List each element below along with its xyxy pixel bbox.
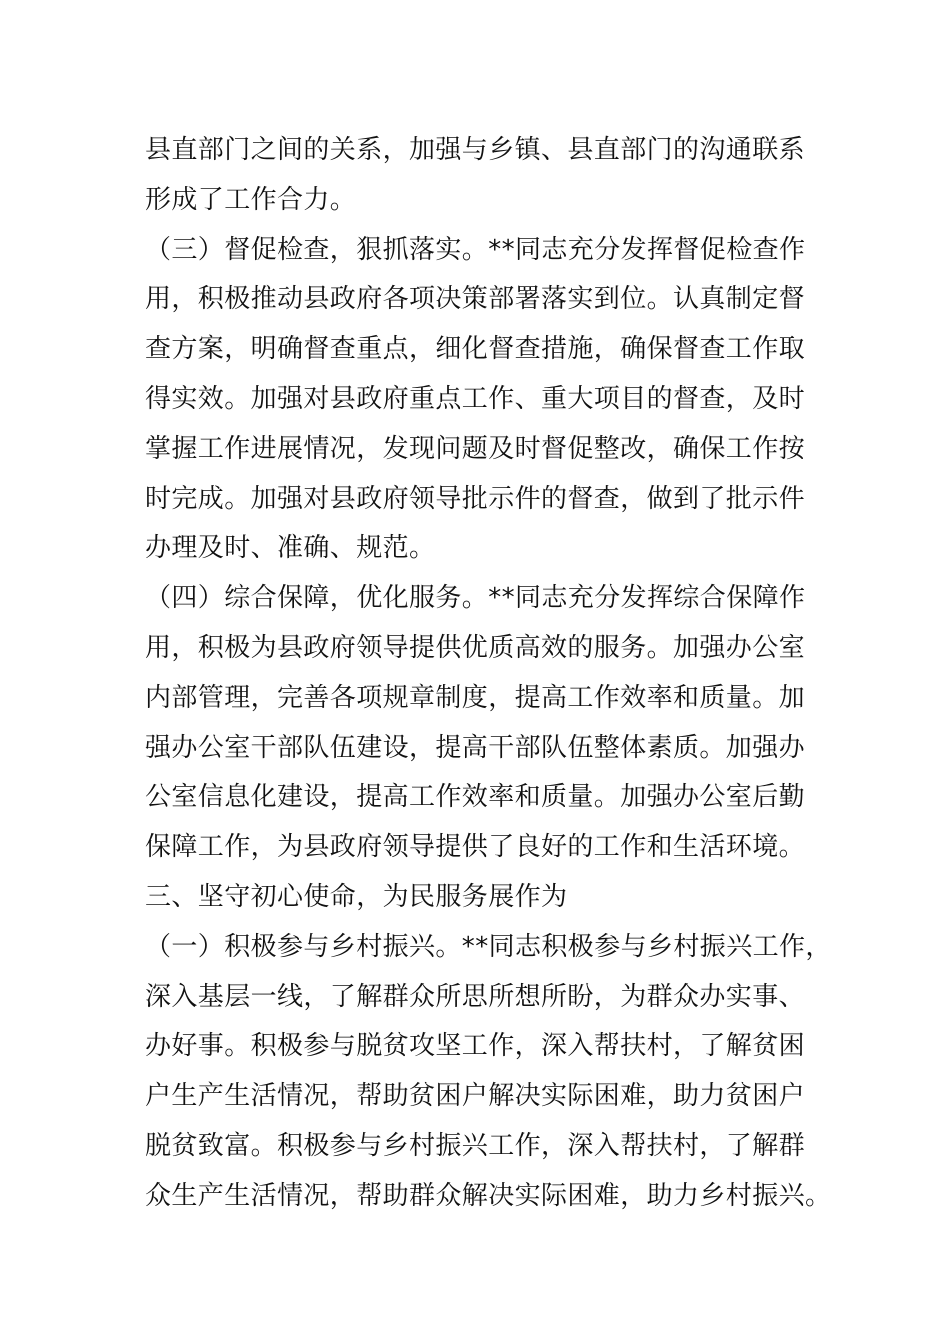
text-line: 深入基层一线，了解群众所思所想所盼，为群众办实事、 xyxy=(145,981,806,1012)
text-line: 户生产生活情况，帮助贫困户解决实际困难，助力贫困户 xyxy=(145,1081,806,1112)
chapter-heading-line: 三、坚守初心使命，为民服务展作为 xyxy=(145,881,568,912)
text-line: 办好事。积极参与脱贫攻坚工作，深入帮扶村，了解贫困 xyxy=(145,1031,806,1062)
section-heading-line: （四）综合保障，优化服务。**同志充分发挥综合保障作 xyxy=(145,583,806,614)
text-line: 保障工作，为县政府领导提供了良好的工作和生活环境。 xyxy=(145,832,806,863)
text-line: 公室信息化建设，提高工作效率和质量。加强办公室后勤 xyxy=(145,782,806,813)
text-line: 查方案，明确督查重点，细化督查措施，确保督查工作取 xyxy=(145,334,806,365)
text-line: 内部管理，完善各项规章制度，提高工作效率和质量。加 xyxy=(145,682,806,713)
text-line: 办理及时、准确、规范。 xyxy=(145,533,436,564)
text-line: 时完成。加强对县政府领导批示件的督查，做到了批示件 xyxy=(145,483,806,514)
text-line: 强办公室干部队伍建设，提高干部队伍整体素质。加强办 xyxy=(145,732,806,763)
text-line: 用，积极为县政府领导提供优质高效的服务。加强办公室 xyxy=(145,632,806,663)
text-line: 县直部门之间的关系，加强与乡镇、县直部门的沟通联系 xyxy=(145,135,806,165)
document-body xyxy=(145,126,845,1222)
text-line: 脱贫致富。积极参与乡村振兴工作，深入帮扶村，了解群 xyxy=(145,1130,806,1161)
text-line: 众生产生活情况，帮助群众解决实际困难，助力乡村振兴。 xyxy=(145,1180,832,1211)
text-line: 得实效。加强对县政府重点工作、重大项目的督查，及时 xyxy=(145,383,806,414)
text-line: 形成了工作合力。 xyxy=(145,184,357,215)
text-line: 用，积极推动县政府各项决策部署落实到位。认真制定督 xyxy=(145,284,806,315)
text-line: 掌握工作进展情况，发现问题及时督促整改，确保工作按 xyxy=(145,433,806,464)
section-heading-line: （三）督促检查，狠抓落实。**同志充分发挥督促检查作 xyxy=(145,234,806,265)
section-heading-line: （一）积极参与乡村振兴。**同志积极参与乡村振兴工作， xyxy=(145,931,832,962)
